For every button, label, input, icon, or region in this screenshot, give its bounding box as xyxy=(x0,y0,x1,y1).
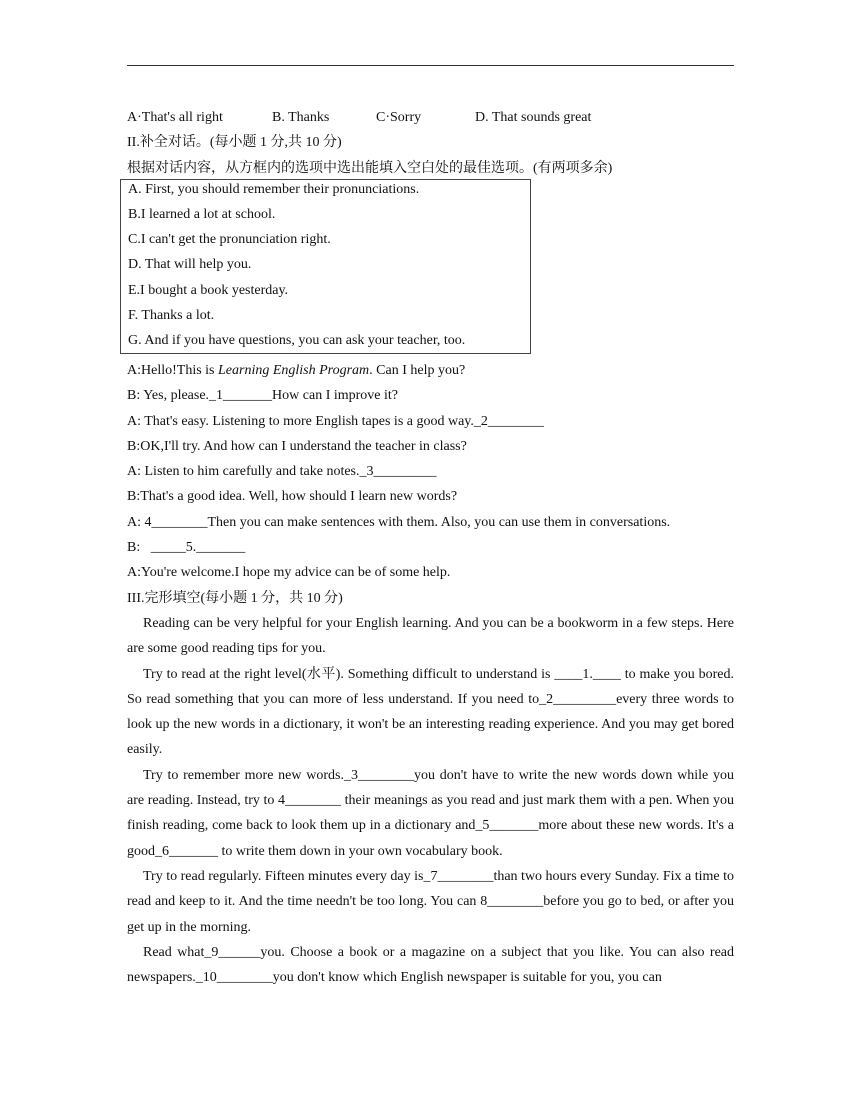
section3-title: III.完形填空(每小题 1 分，共 10 分) xyxy=(127,590,343,606)
cloze-paragraph-1: Reading can be very helpful for your English learning. And you can be a bookworm in a few steps. Here are some good reading tips for you. xyxy=(127,615,734,657)
box-option-g: G. And if you have questions, you can ask your teacher, too. xyxy=(128,333,466,348)
box-option-e: E.I bought a book yesterday. xyxy=(128,283,289,298)
cloze-paragraph-4: Try to read regularly. Fifteen minutes every day is_7________than two hours every Sunday. Fix a time to read and keep to it. And the time needn't be too long. You can 8________before you go to bed, or after you get up in the morning. xyxy=(127,868,735,935)
cloze-paragraph-5: Read what_9______you. Choose a book or a magazine on a subject that you like. You can also read newspapers._10________you don't know which English newspaper is suitable for you, you can xyxy=(127,944,734,986)
section2-instruction: 根据对话内容，从方框内的选项中选出能填入空白处的最佳选项。(有两项多余) xyxy=(127,160,613,176)
option-d: D. That sounds great xyxy=(475,110,592,125)
header-rule xyxy=(127,65,734,66)
dialogue-line-3: A: That's easy. Listening to more English tapes is a good way._2________ xyxy=(127,413,544,429)
box-option-c: C.I can't get the pronunciation right. xyxy=(128,232,331,247)
cloze-paragraph-2: Try to read at the right level(水平). Something difficult to understand is ____1.____ to make you bored. So read something that you can more of less understand. If you need to_2_________every three words to look up the new words in a dictionary, it won't be an interesting reading experience. And you may get bored easily. xyxy=(127,666,734,758)
answer-options-row xyxy=(127,105,734,130)
dialogue-and-cloze xyxy=(127,358,734,990)
box-option-f: F. Thanks a lot. xyxy=(128,308,215,323)
option-a: A·That's all right xyxy=(127,110,223,125)
dialogue-line-5: A: Listen to him carefully and take notes._3_________ xyxy=(127,464,437,480)
option-b: B. Thanks xyxy=(272,110,330,125)
box-option-b: B.I learned a lot at school. xyxy=(128,207,276,222)
dialogue-line-1 xyxy=(127,358,734,383)
option-c: C·Sorry xyxy=(376,110,422,125)
box-option-a: A. First, you should remember their pronunciations. xyxy=(128,182,420,197)
box-option-d: D. That will help you. xyxy=(128,257,252,272)
dialogue-line-8: B: _____5._______ xyxy=(127,540,246,556)
dialogue-line-7: A: 4________Then you can make sentences with them. Also, you can use them in conversations. xyxy=(127,514,671,530)
page-content xyxy=(127,105,734,181)
dialogue-line-9: A:You're welcome.I hope my advice can be of some help. xyxy=(127,565,451,581)
program-name: Learning English Program xyxy=(218,363,370,378)
cloze-paragraph-3: Try to remember more new words._3________you don't have to write the new words down while you are reading. Instead, try to 4________ their meanings as you read and just mark them with a pen. When you finish reading, come back to look them up in a dictionary and_5_______more about these new words. It's a good_6_______ to write them down in your own vocabulary book. xyxy=(127,767,734,859)
section2-title: II.补全对话。(每小题 1 分,共 10 分) xyxy=(127,135,342,151)
dialogue-line-6: B:That's a good idea. Well, how should I learn new words? xyxy=(127,489,458,505)
dialogue-line-1-post: . Can I help you? xyxy=(369,363,466,378)
dialogue-line-1-pre: A:Hello!This is xyxy=(127,363,218,378)
options-box xyxy=(120,179,531,354)
dialogue-line-2: B: Yes, please._1_______How can I improve it? xyxy=(127,388,399,404)
dialogue-line-4: B:OK,I'll try. And how can I understand the teacher in class? xyxy=(127,438,467,454)
